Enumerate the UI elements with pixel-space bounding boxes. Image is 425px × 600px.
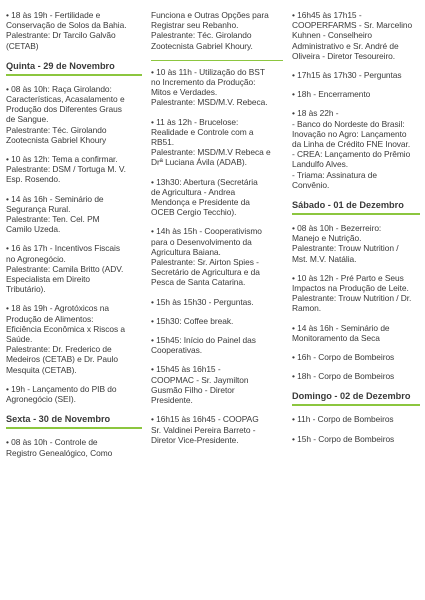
schedule-item: [151, 226, 283, 287]
schedule-item-line: • 14h às 15h - Cooperativismo: [151, 226, 262, 237]
schedule-item-line: Eficiência Econômica x Riscos a: [6, 323, 126, 334]
schedule-item: [292, 10, 420, 61]
schedule-item: [6, 154, 142, 185]
day-heading: [292, 390, 420, 406]
schedule-item-line: Pesca de Santa Catarina.: [151, 277, 246, 288]
schedule-item-line: (CETAB): [6, 40, 39, 51]
schedule-item-line: • 08 às 10h - Controle de: [6, 437, 98, 448]
schedule-item-line: • 18h - Encerramento: [292, 89, 371, 100]
schedule-item-line: Palestrante: Téc. Girolando: [6, 124, 107, 135]
schedule-item-line: • 08 às 10h - Bezerreiro:: [292, 223, 382, 234]
schedule-item-line: de Sangue.: [6, 114, 49, 125]
schedule-item: [292, 108, 420, 190]
schedule-item: [151, 297, 283, 307]
schedule-item-line: para o Desenvolvimento da: [151, 236, 252, 247]
schedule-item: [151, 67, 283, 108]
day-heading-text: Sexta - 30 de Novembro: [6, 414, 111, 425]
schedule-item-line: Zootecnista Gabriel Khoury: [6, 134, 107, 145]
schedule-item-line: Segurança Rural.: [6, 203, 71, 214]
schedule-item-line: Realidade e Controle com a: [151, 126, 254, 137]
schedule-item-line: Funciona e Outras Opções para: [151, 10, 269, 20]
schedule-item-line: Palestrante: Dr Tarcilo Galvão: [6, 30, 116, 41]
schedule-item: [151, 177, 283, 218]
schedule-item-line: Palestrante: Sr. Airton Spies -: [151, 257, 259, 268]
schedule-item-line: • 16h15 às 16h45 - COOPAG: [151, 414, 259, 425]
schedule-item: [6, 84, 142, 145]
schedule-item-line: • 15h30: Coffee break.: [151, 315, 234, 326]
schedule-item-line: no Agronegócio.: [6, 253, 66, 264]
schedule-item-line: Palestrante: Dr. Frederico de: [6, 344, 112, 355]
schedule-item-line: da Linha de Crédito FNE Inovar.: [292, 139, 411, 150]
schedule-item: [151, 335, 283, 355]
schedule-item-line: Produção de Alimentos:: [6, 313, 94, 324]
schedule-item-line: • 16h45 às 17h15 -: [292, 10, 362, 20]
schedule-item: [292, 352, 420, 362]
schedule-item-line: OCEB Cergio Tecchio).: [151, 207, 237, 218]
schedule-item-line: COOPMAC - Sr. Jaymilton: [151, 374, 249, 385]
schedule-item-line: Landulfo Alves.: [292, 159, 349, 170]
schedule-item-line: Palestrante: DSM / Tortuga M. V.: [6, 164, 126, 175]
schedule-item: [151, 414, 283, 445]
day-heading: [6, 413, 142, 429]
schedule-item: [6, 243, 142, 294]
schedule-item-line: Palestrante: MSD/M.V. Rebeca.: [151, 97, 268, 108]
schedule-item-line: Mitos e Verdades.: [151, 87, 218, 98]
schedule-item: [6, 437, 142, 457]
schedule-item-line: • 15h45: Início do Painel das: [151, 335, 256, 346]
schedule-item: [151, 316, 283, 326]
heading-underline: [6, 427, 142, 429]
heading-underline: [292, 404, 420, 406]
schedule-item-line: Palestrante: Trouw Nutrition / Dr.: [292, 293, 412, 304]
schedule-item-line: Ramon.: [292, 303, 322, 314]
schedule-item-line: Tributário).: [6, 284, 46, 295]
schedule-item: [6, 384, 142, 404]
schedule-item-line: • 16 às 17h - Incentivos Fiscais: [6, 243, 120, 254]
schedule-item-line: • 08 às 10h: Raça Girolando:: [6, 83, 112, 94]
heading-underline: [292, 213, 420, 215]
schedule-item-line: Palestrante: Ten. Cel. PM: [6, 214, 100, 225]
day-heading-text: Sábado - 01 de Dezembro: [292, 200, 404, 211]
schedule-item-line: Secretário de Agricultura e da: [151, 267, 260, 278]
schedule-item-line: - Triama: Assinatura de: [292, 169, 377, 180]
schedule-item-line: Monitoramento da Seca: [292, 332, 380, 343]
schedule-item-line: • 16h - Corpo de Bombeiros: [292, 352, 395, 363]
schedule-item-line: Camilo Uzeda.: [6, 224, 61, 235]
schedule-item-line: Esp. Rosendo.: [6, 174, 61, 185]
schedule-item-line: Presidente.: [151, 395, 193, 406]
schedule-item-line: Palestrante: MSD/M.V Rebeca e: [151, 147, 271, 158]
schedule-item-line: • 14 às 16h - Seminário de: [6, 193, 104, 204]
schedule-item-line: Mendonça e Presidente da: [151, 197, 250, 208]
day-heading-text: Domingo - 02 de Dezembro: [292, 391, 411, 402]
schedule-item-line: • 11h - Corpo de Bombeiros: [292, 414, 394, 425]
schedule-item: [292, 414, 420, 424]
schedule-item-line: Mst. M.V. Natália.: [292, 253, 357, 264]
schedule-item-line: Agricultura Baiana.: [151, 246, 221, 257]
schedule-item: [151, 364, 283, 405]
day-heading: [292, 199, 420, 215]
schedule-item-line: Gusmão Filho - Diretor: [151, 384, 235, 395]
heading-underline: [6, 74, 142, 76]
schedule-item-line: Registro Genealógico, Como: [6, 447, 113, 458]
schedule-item: [6, 194, 142, 235]
schedule-item-line: • 15h às 15h30 - Perguntas.: [151, 296, 254, 307]
schedule-item-line: • 10 às 12h - Pré Parto e Seus: [292, 272, 404, 283]
schedule-item: [151, 117, 283, 168]
schedule-item-line: • 14 às 16h - Seminário de: [292, 322, 390, 333]
schedule-item-line: • 18 às 19h - Fertilidade e: [6, 10, 101, 20]
schedule-item-line: • 10 às 11h - Utilização do BST: [151, 66, 265, 77]
schedule-item-line: Manejo e Nutrição.: [292, 233, 362, 244]
schedule-item-line: Palestrante: Téc. Girolando: [151, 30, 252, 41]
schedule-item-line: Palestrante: Camila Britto (ADV.: [6, 263, 124, 274]
schedule-item: [292, 434, 420, 444]
schedule-item-line: no Incremento da Produção:: [151, 77, 256, 88]
schedule-item-line: Kuhnen - Conselheiro: [292, 30, 373, 41]
schedule-item: [292, 223, 420, 264]
schedule-item-line: - CREA: Lançamento do Prêmio: [292, 149, 411, 160]
schedule-item: [6, 303, 142, 374]
day-heading-text: Quinta - 29 de Novembro: [6, 60, 115, 71]
schedule-item-line: Mesquita (CETAB).: [6, 364, 77, 375]
schedule-item-line: Oliveira - Diretor Tesoureiro.: [292, 50, 396, 61]
schedule-item-line: COOPERFARMS - Sr. Marcelino: [292, 20, 413, 31]
schedule-item-line: Conservação de Solos da Bahia.: [6, 20, 127, 31]
schedule-item-line: Produção dos Diferentes Graus: [6, 104, 122, 115]
schedule-item-line: • 18 às 19h - Agrotóxicos na: [6, 303, 110, 314]
schedule-item: [6, 10, 142, 51]
schedule-item: [292, 89, 420, 99]
schedule-item-line: • 15h - Corpo de Bombeiros: [292, 433, 395, 444]
schedule-item-line: Medeiros (CETAB) e Dr. Paulo: [6, 354, 119, 365]
schedule-item-line: • 19h - Lançamento do PIB do: [6, 383, 117, 394]
schedule-item-line: Zootecnista Gabriel Khoury.: [151, 40, 253, 51]
schedule-item-line: • 11 às 12h - Brucelose:: [151, 116, 239, 127]
schedule-item-line: Administrativo e Sr. André de: [292, 40, 399, 51]
divider: [151, 60, 283, 61]
schedule-item: [292, 273, 420, 314]
schedule-item-line: Drª Luciana Ávila (ADAB).: [151, 157, 247, 168]
schedule-item-line: Saúde.: [6, 334, 33, 345]
schedule-item-line: Cooperativas.: [151, 345, 203, 356]
schedule-item-line: Agronegócio (SEI).: [6, 394, 76, 405]
day-heading: [6, 60, 142, 76]
schedule-item-line: Características, Acasalamento e: [6, 94, 125, 105]
schedule-item-line: Inovação no Agro: Lançamento: [292, 128, 407, 139]
schedule-item-line: • 10 às 12h: Tema a confirmar.: [6, 154, 118, 165]
schedule-item-line: Diretor Vice-Presidente.: [151, 434, 239, 445]
schedule-item-line: • 18h - Corpo de Bombeiros: [292, 371, 395, 382]
schedule-item-line: RB51.: [151, 137, 175, 148]
column-3: [292, 10, 420, 453]
schedule-item-line: Especialista em Direito: [6, 274, 91, 285]
schedule-item-line: • 17h15 às 17h30 - Perguntas: [292, 70, 402, 81]
schedule-item-line: • 13h30: Abertura (Secretária: [151, 176, 258, 187]
schedule-item: [151, 10, 283, 51]
schedule-item: [292, 70, 420, 80]
schedule-item-line: - Banco do Nordeste do Brasil:: [292, 118, 405, 129]
schedule-item-line: Sr. Valdinei Pereira Barreto -: [151, 424, 256, 435]
schedule-item-line: Palestrante: Trouw Nutrition /: [292, 243, 399, 254]
column-2: [151, 10, 283, 454]
schedule-item-line: Impactos na Produção de Leite.: [292, 283, 409, 294]
schedule-item-line: de Agricultura - Andrea: [151, 186, 236, 197]
schedule-item-line: • 18 às 22h -: [292, 108, 339, 119]
schedule-item: [292, 371, 420, 381]
schedule-item-line: Registrar seu Rebanho.: [151, 20, 239, 31]
schedule-item-line: Convênio.: [292, 179, 330, 190]
schedule-item: [292, 323, 420, 343]
column-1: [6, 10, 142, 467]
schedule-item-line: • 15h45 às 16h15 -: [151, 364, 221, 375]
